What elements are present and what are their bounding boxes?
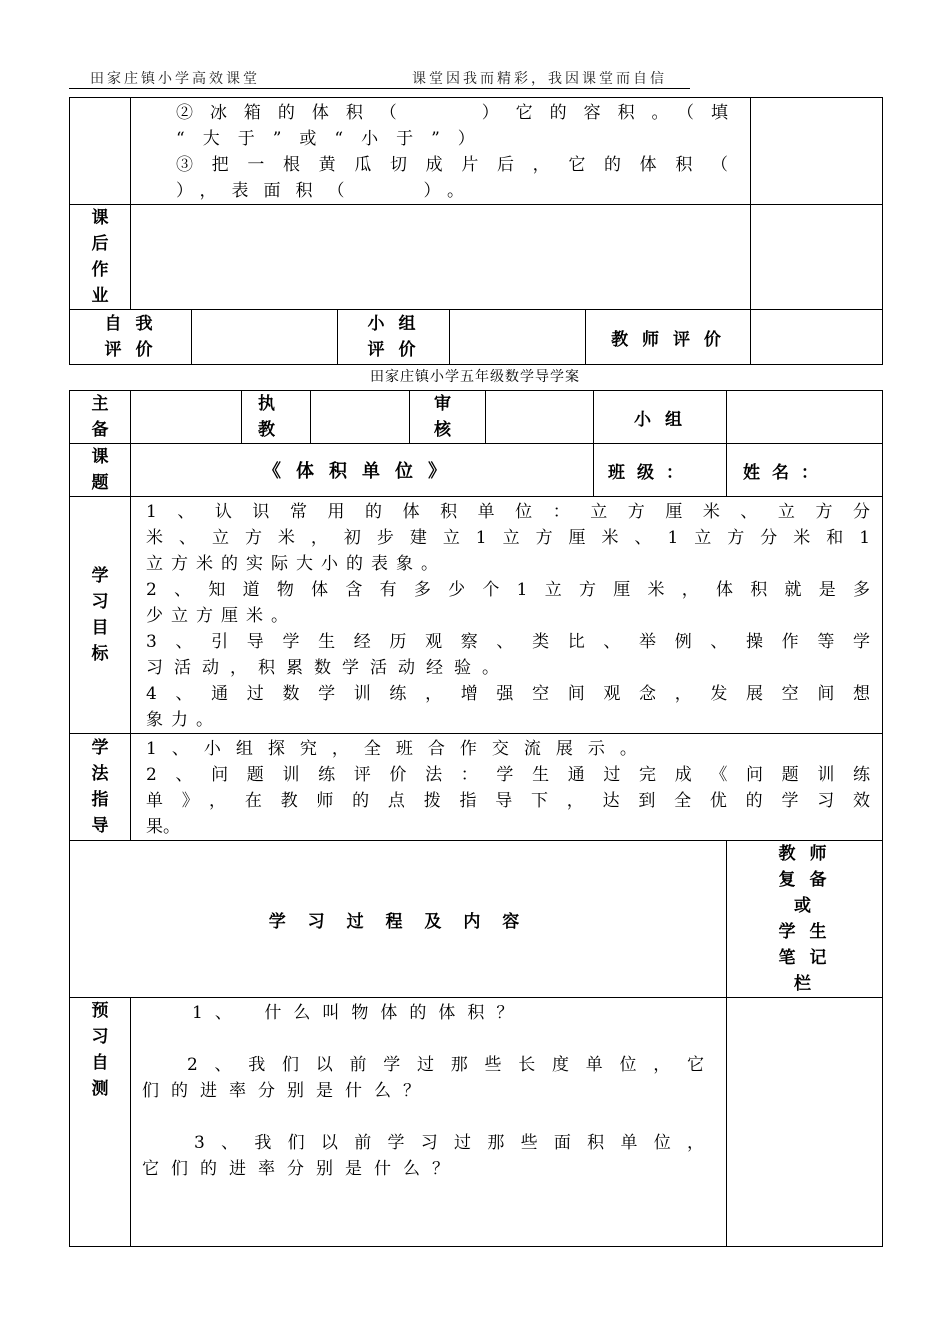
method-line: 1、小组探究，全班合作交流展示。 (146, 739, 652, 759)
preview-notes (727, 998, 883, 1247)
goal-line: 米、立方米，初步建立1立方厘米、1立方分米和1 (146, 528, 871, 548)
zhubei-label: 主备 (70, 391, 131, 444)
zhijiao-value[interactable] (311, 391, 410, 444)
method-label: 学法指导 (70, 734, 131, 841)
method-content (131, 734, 883, 841)
header-right: 课堂因我而精彩，我因课堂而自信 (412, 71, 667, 87)
preview-q3-line2: 它们的进率分别是什么？ (142, 1159, 461, 1179)
shenhe-value[interactable] (486, 391, 594, 444)
goals-content (131, 497, 883, 734)
goal-line: 2、知道物体含有多少个1立方厘米，体积就是多 (146, 580, 871, 600)
q3-line-1: ③把一根黄瓜切成片后，它的体积（ (176, 155, 728, 175)
xiaozu-label: 小 组 (594, 391, 727, 444)
q3-line-2: ），表面积（ ）。 (176, 181, 479, 201)
self-eval-label: 自 我 评 价 (70, 310, 192, 365)
table-top (69, 97, 883, 365)
notes-label: 教 师 复 备 或 学 生 笔 记 栏 (727, 841, 883, 998)
goal-line: 习活动，积累数学活动经验。 (146, 658, 510, 678)
preview-q3-line1: 3、我们以前学习过那些面积单位， (194, 1133, 705, 1153)
self-eval-value[interactable] (192, 310, 338, 365)
group-eval-label: 小 组 评 价 (338, 310, 450, 365)
xingming-label: 姓名： (727, 444, 883, 497)
preview-q2-line1: 2、我们以前学过那些长度单位，它 (187, 1055, 705, 1075)
homework-label: 课后作业 (70, 205, 131, 310)
preview-q1: 1、 什么叫物体的体积？ (192, 1003, 526, 1023)
homework-notes (751, 205, 883, 310)
document-title: 田家庄镇小学五年级数学导学案 (370, 369, 580, 385)
preview-q2-line2: 们的进率分别是什么？ (142, 1081, 432, 1101)
banji-label: 班级： (594, 444, 727, 497)
group-eval-value[interactable] (450, 310, 586, 365)
blank-left-cell (70, 98, 131, 205)
goals-label: 学习目标 (70, 497, 131, 734)
method-line: 2、问题训练评价法：学生通过完成《问题训练 (146, 765, 871, 785)
process-title: 学 习 过 程 及 内 容 (70, 841, 727, 998)
keti-label: 课题 (70, 444, 131, 497)
header-divider (69, 88, 690, 89)
header-left: 田家庄镇小学高效课堂 (90, 71, 260, 87)
method-line: 单》，在教师的点拨指导下，达到全优的学习效 (146, 791, 871, 811)
q2-line-2: “大于”或“小于”） (176, 129, 493, 149)
zhubei-value[interactable] (131, 391, 242, 444)
goal-line: 象力。 (146, 710, 221, 730)
notes-cell (751, 98, 883, 205)
goal-line: 4、通过数学训练，增强空间观念，发展空间想 (146, 684, 871, 704)
goal-line: 3、引导学生经历观察、类比、举例、操作等学 (146, 632, 871, 652)
exercise-cell (131, 98, 751, 205)
goal-line: 立方米的实际大小的表象。 (146, 554, 446, 574)
goal-line: 少立方厘米。 (146, 606, 296, 626)
xiaozu-value[interactable] (727, 391, 883, 444)
keti-value: 《体积单位》 (131, 444, 594, 497)
table-main (69, 390, 883, 1247)
zhijiao-label: 执教 (242, 391, 311, 444)
teacher-eval-label: 教 师 评 价 (586, 310, 751, 365)
q2-line-1: ②冰箱的体积（ ）它的容积。（填 (176, 103, 728, 123)
preview-content (131, 998, 727, 1247)
shenhe-label: 审核 (410, 391, 486, 444)
preview-label: 预习自测 (70, 998, 131, 1247)
goal-line: 1、认识常用的体积单位：立方厘米、立方分 (146, 502, 871, 522)
teacher-eval-value[interactable] (751, 310, 883, 365)
homework-area[interactable] (131, 205, 751, 310)
method-line: 果。 (146, 817, 180, 837)
